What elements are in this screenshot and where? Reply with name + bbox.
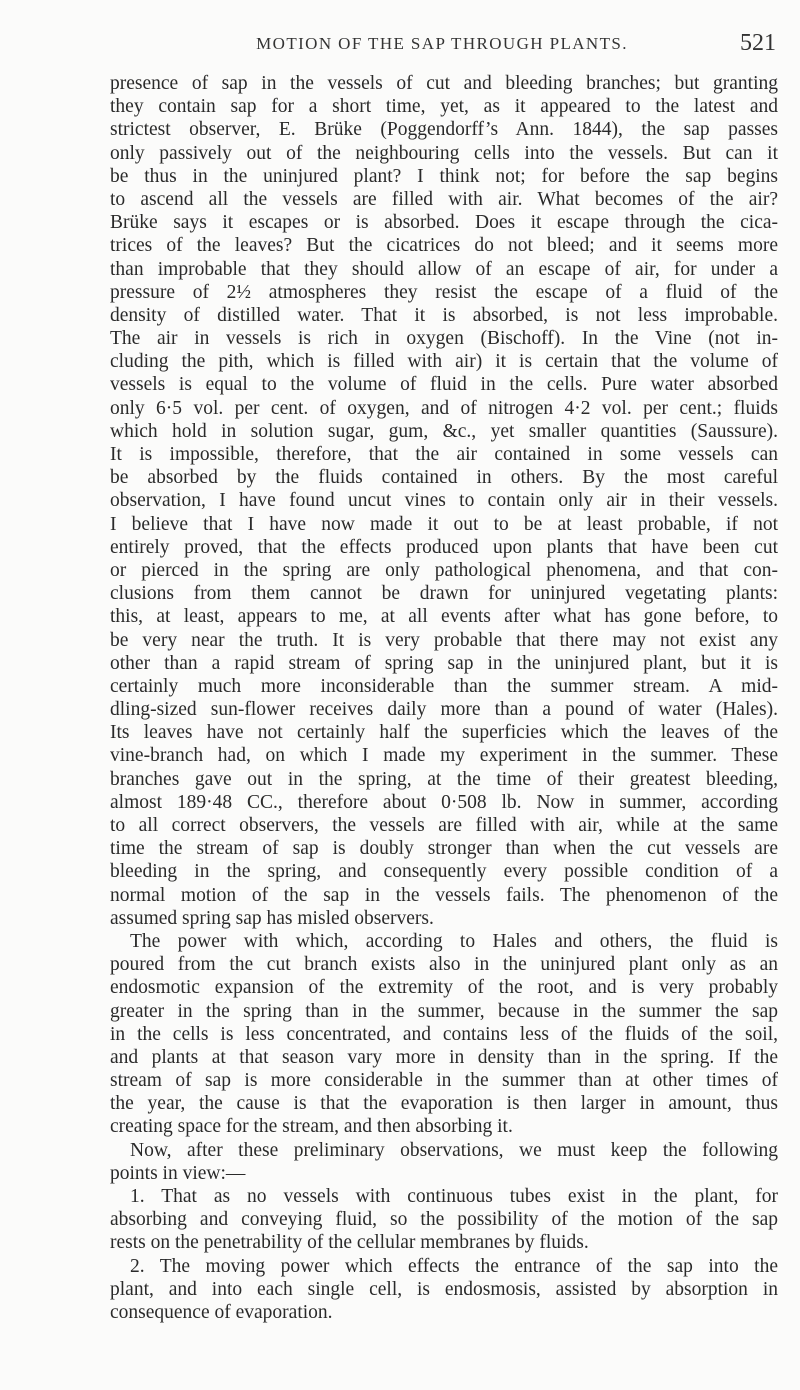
text-line: consequence of evaporation. [110,1301,333,1323]
text-line: presence of sap in the vessels of cut and bleeding branches; but granting [110,73,778,94]
text-line: be very near the truth. It is very probable that there may not exist any [110,629,778,651]
text-line: the year, the cause is that the evaporation is then larger in amount, thus [110,1093,778,1115]
text-line: they contain sap for a short time, yet, as it appeared to the latest and [110,96,778,118]
text-line: which hold in solution sugar, gum, &c., yet smaller quantities (Saussure). [110,420,778,442]
text-line: certainly much more inconsiderable than the summer stream. A mid- [110,675,778,697]
text-line: normal motion of the sap in the vessels fails. The phenomenon of the [110,884,778,906]
running-title: MOTION OF THE SAP THROUGH PLANTS. [256,34,628,53]
text-line: trices of the leaves? But the cicatrices do not bleed; and it seems more [110,235,778,257]
text-line: vine-branch had, on which I made my experiment in the summer. These [110,745,778,767]
text-line: to ascend all the vessels are filled with air. What becomes of the air? [110,188,778,210]
text-line: clusions from them cannot be drawn for uninjured vegetating plants: [110,583,778,605]
text-line: vessels is equal to the volume of fluid in the cells. Pure water absorbed [110,374,778,396]
text-line: greater in the spring than in the summer, because in the summer the sap [110,1000,778,1022]
paragraph-first-line: 2. The moving power which effects the entrance of the sap into the [130,1255,778,1277]
text-line: dling-sized sun-flower receives daily more than a pound of water (Hales). [110,699,778,721]
text-line: this, at least, appears to me, at all events after what has gone before, to [110,606,778,628]
body-text [110,72,778,1324]
text-line: almost 189·48 CC., therefore about 0·508 lb. Now in summer, according [110,791,778,813]
text-line: creating space for the stream, and then absorbing it. [110,1116,513,1138]
paragraph-first-line: The power with which, according to Hales and others, the fluid is [130,930,778,952]
paragraph-first-line: 1. That as no vessels with continuous tubes exist in the plant, for [130,1186,778,1207]
text-line: It is impossible, therefore, that the air contained in some vessels can [110,444,778,465]
text-line: be thus in the uninjured plant? I think not; for before the sap begins [110,165,778,187]
text-line: observation, I have found uncut vines to contain only air in their vessels. [110,490,778,512]
text-line: only 6·5 vol. per cent. of oxygen, and of nitrogen 4·2 vol. per cent.; fluids [110,397,778,419]
text-line: Its leaves have not certainly half the superficies which the leaves of the [110,722,778,744]
text-line: plant, and into each single cell, is endosmosis, assisted by absorption in [110,1278,778,1300]
text-line: rests on the penetrability of the cellular membranes by fluids. [110,1232,589,1254]
text-line: branches gave out in the spring, at the time of their greatest bleeding, [110,768,778,790]
text-line: than improbable that they should allow of an escape of air, for under a [110,258,778,280]
text-line: stream of sap is more considerable in the summer than at other times of [110,1070,778,1092]
text-line: points in view:— [110,1162,246,1184]
text-line: cluding the pith, which is filled with air) it is certain that the volume of [110,351,778,373]
text-line: absorbing and conveying fluid, so the possibility of the motion of the sap [110,1209,778,1231]
text-line: entirely proved, that the effects produced upon plants that have been cut [110,536,778,558]
text-line: strictest observer, E. Brüke (Poggendorff’s Ann. 1844), the sap passes [110,119,778,141]
text-line: to all correct observers, the vessels are filled with air, while at the same [110,815,778,836]
text-line: endosmotic expansion of the extremity of the root, and is very probably [110,977,778,999]
running-head [108,30,776,64]
paragraph-first-line: Now, after these preliminary observations, we must keep the following [130,1139,778,1161]
text-line: other than a rapid stream of spring sap in the uninjured plant, but it is [110,652,778,674]
text-line: or pierced in the spring are only pathological phenomena, and that con- [110,559,778,581]
text-line: poured from the cut branch exists also in the uninjured plant only as an [110,954,778,976]
text-line: assumed spring sap has misled observers. [110,907,434,929]
page-number: 521 [740,30,776,56]
text-line: only passively out of the neighbouring cells into the vessels. But can it [110,142,778,164]
text-line: I believe that I have now made it out to be at least probable, if not [110,513,778,535]
text-line: bleeding in the spring, and consequently every possible condition of a [110,861,778,883]
text-line: density of distilled water. That it is absorbed, is not less improbable. [110,304,778,326]
text-line: pressure of 2½ atmospheres they resist the escape of a fluid of the [110,281,778,303]
text-line: time the stream of sap is doubly stronger than when the cut vessels are [110,838,778,860]
text-line: and plants at that season vary more in density than in the spring. If the [110,1046,778,1068]
text-line: Brüke says it escapes or is absorbed. Does it escape through the cica- [110,212,778,234]
text-line: be absorbed by the fluids contained in others. By the most careful [110,467,778,489]
text-line: in the cells is less concentrated, and contains less of the fluids of the soil, [110,1023,778,1045]
text-line: The air in vessels is rich in oxygen (Bischoff). In the Vine (not in- [110,328,778,350]
